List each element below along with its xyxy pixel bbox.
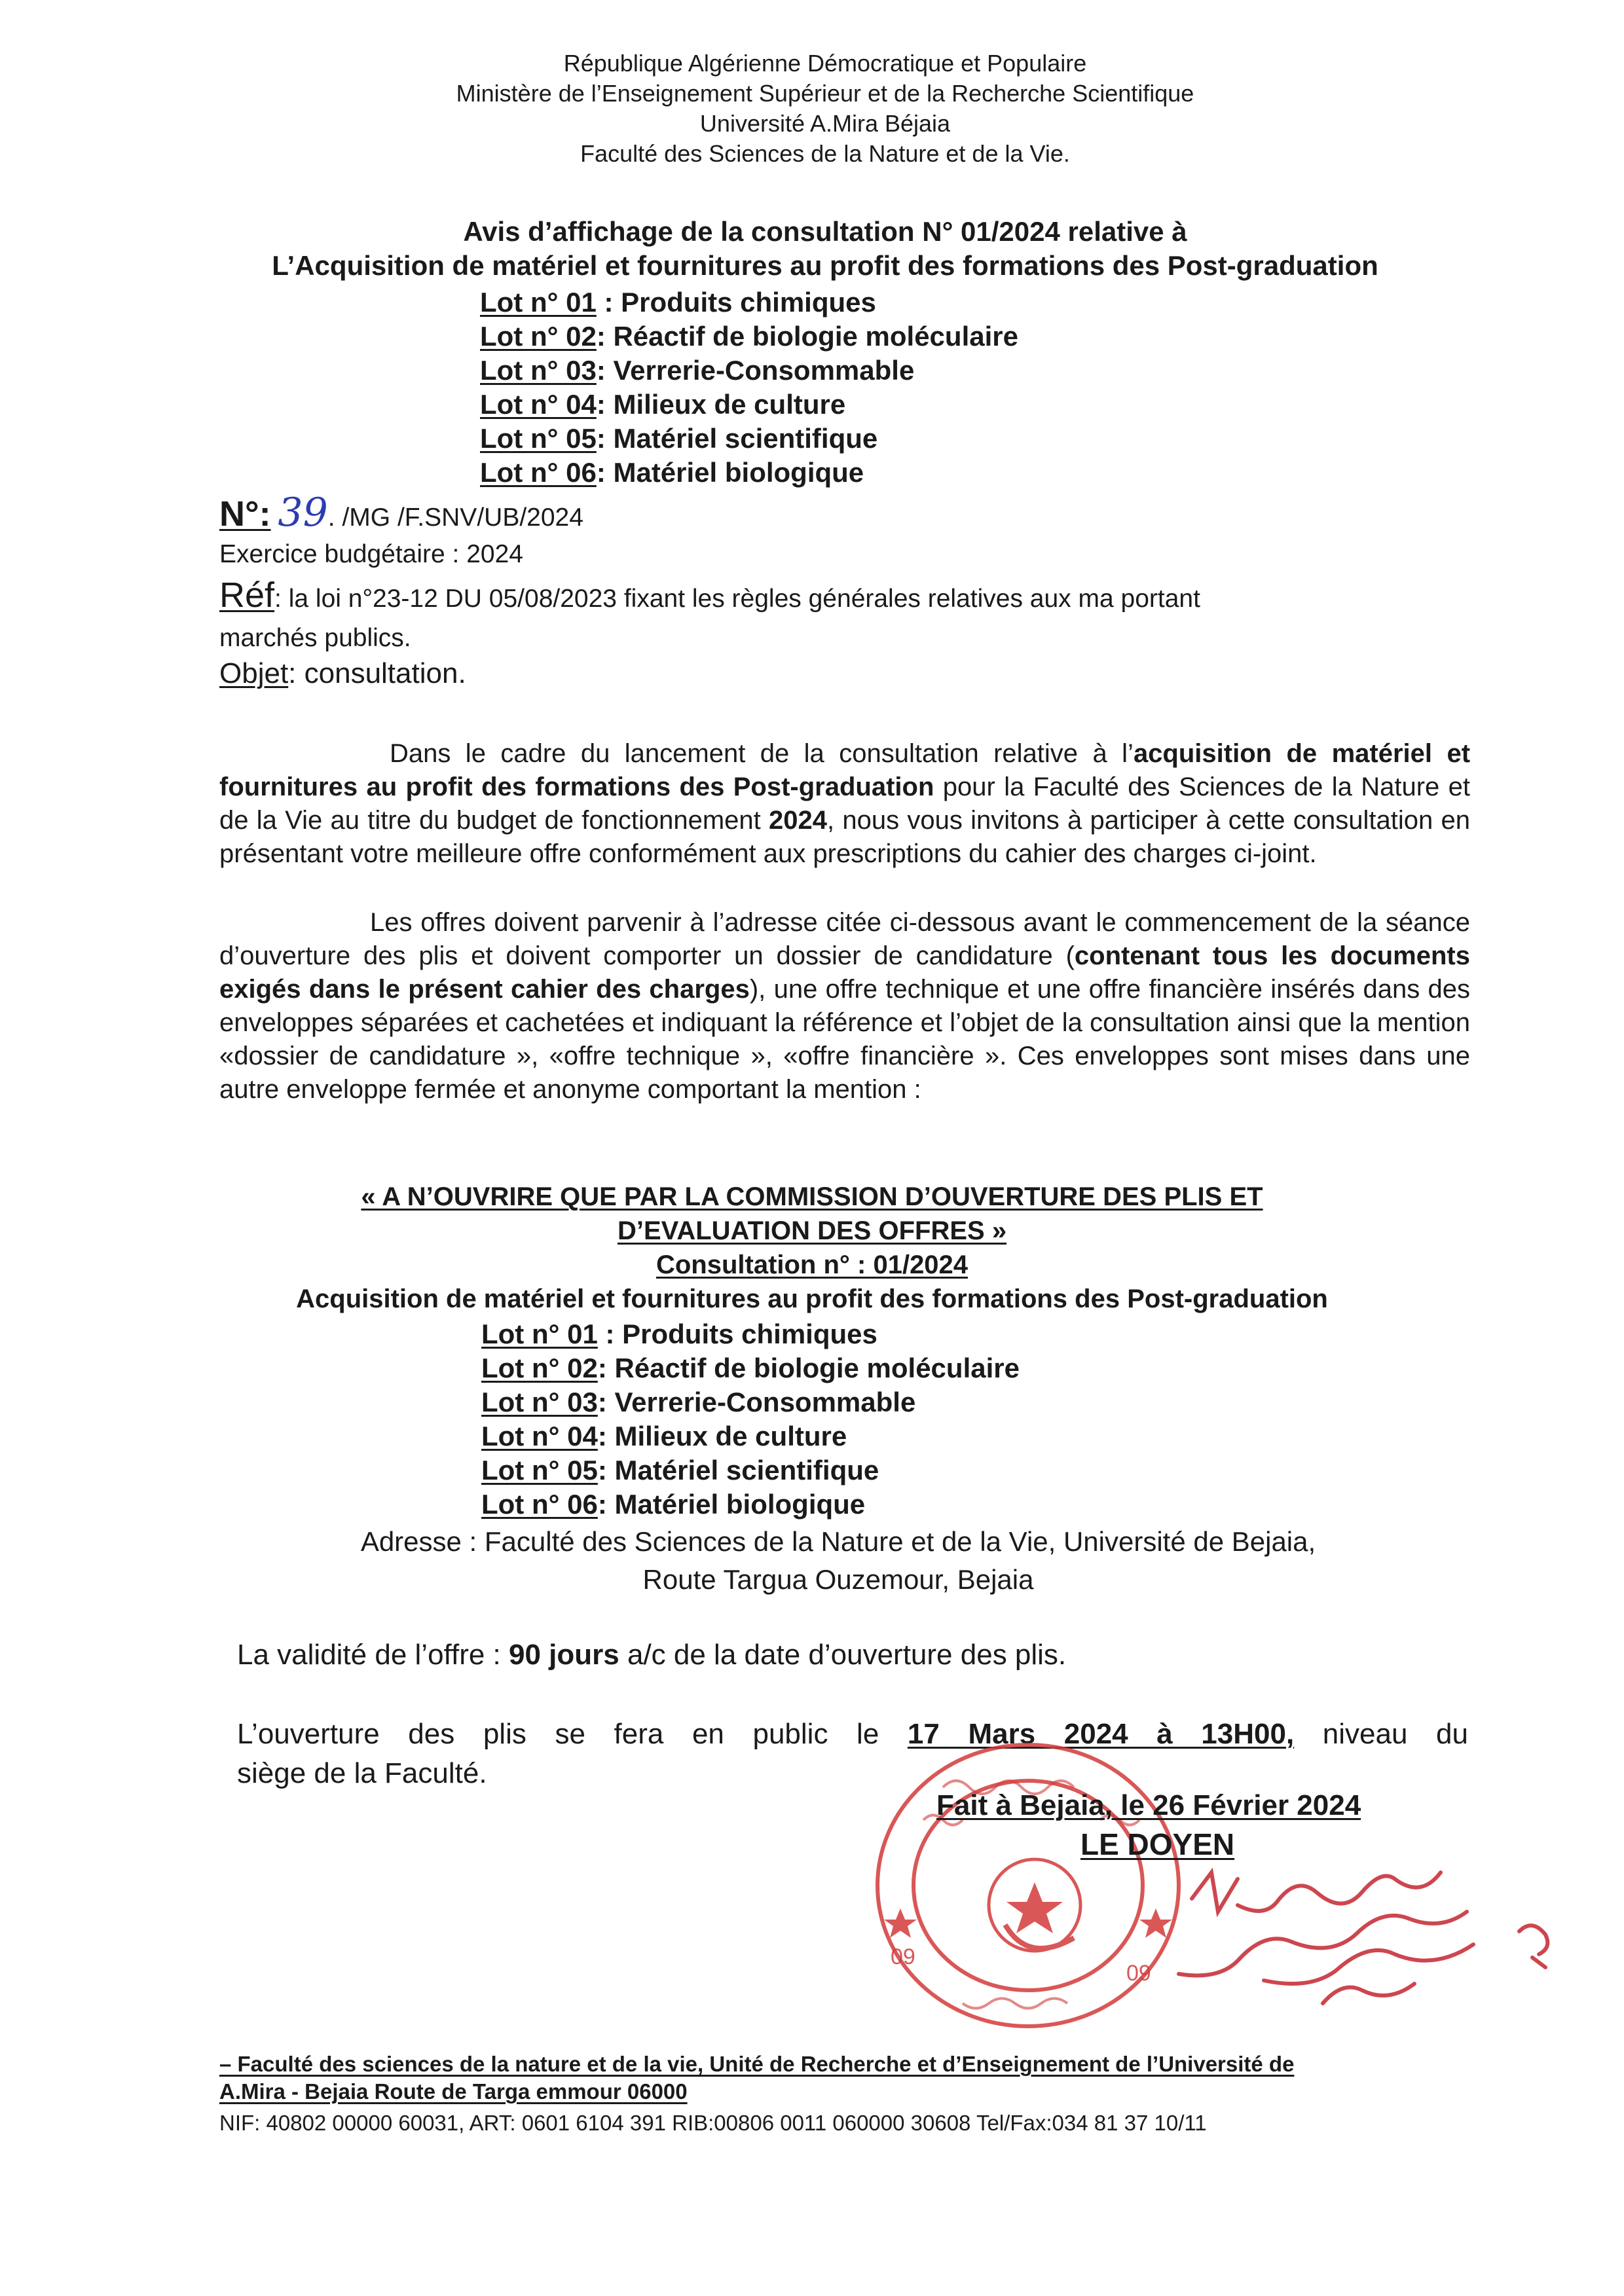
number-label: N°:	[219, 494, 271, 534]
lot-number: Lot n° 03	[481, 1387, 598, 1417]
header-faculty: Faculté des Sciences de la Nature et de la Vie.	[580, 140, 1070, 167]
lot-number: Lot n° 02	[481, 1353, 598, 1383]
title-line-2: L’Acquisition de matériel et fournitures au profit des formations des Post-graduation	[272, 250, 1378, 281]
lot-number: Lot n° 01	[480, 287, 597, 318]
lot-label: : Milieux de culture	[596, 389, 846, 420]
footer-identifiers: NIF: 40802 00000 60031, ART: 0601 6104 391 RIB:00806 0011 060000 30608 Tel/Fax:034 81 37 10/11	[219, 2111, 1207, 2135]
paragraph-intro	[219, 737, 1470, 871]
dean-signature	[1074, 1859, 1572, 2056]
opening-date	[237, 1715, 1468, 1753]
envelope-subject: Acquisition de matériel et fournitures au profit des formations des Post-graduation	[296, 1285, 1328, 1313]
lot-number: Lot n° 04	[480, 389, 597, 420]
lot-label: : Matériel scientifique	[597, 1455, 879, 1485]
lot-item	[480, 422, 1018, 456]
submission-address	[0, 1523, 1624, 1599]
address-line-2: Route Targua Ouzemour, Bejaia	[642, 1564, 1034, 1595]
text-bold: acquisition de matériel et fournitures au profit des formations des Post-graduation	[219, 739, 1471, 801]
envelope-line-2: D’EVALUATION DES OFFRES »	[617, 1216, 1007, 1245]
text-bold: 2024	[769, 806, 828, 835]
envelope-line-1: « A N’OUVRIRE QUE PAR LA COMMISSION D’OUVERTURE DES PLIS ET	[361, 1182, 1263, 1211]
lot-number: Lot n° 06	[480, 457, 597, 488]
document-title	[0, 215, 1624, 283]
header-ministry: Ministère de l’Enseignement Supérieur et de la Recherche Scientifique	[456, 80, 1194, 107]
lot-item	[480, 388, 1018, 422]
lot-item	[481, 1419, 1020, 1453]
object-line	[219, 657, 466, 690]
envelope-consultation: Consultation n° : 01/2024	[655, 1250, 969, 1279]
text: L’ouverture des plis se fera en public le	[237, 1718, 908, 1750]
signature-role-text: LE DOYEN	[1080, 1827, 1235, 1861]
lot-number: Lot n° 04	[481, 1421, 598, 1451]
lot-label: : Verrerie-Consommable	[596, 355, 915, 386]
stamp-number: 09	[1126, 1961, 1151, 1986]
opening-place: siège de la Faculté.	[237, 1757, 487, 1789]
legal-reference	[219, 575, 1200, 615]
object-text: : consultation.	[288, 657, 466, 689]
lot-item	[480, 456, 1018, 490]
lot-number: Lot n° 03	[480, 355, 597, 386]
reference-number	[219, 490, 583, 536]
lot-item	[480, 319, 1018, 354]
text-bold: 90 jours	[509, 1639, 619, 1671]
lot-label: : Matériel biologique	[597, 1489, 866, 1520]
lot-item	[480, 354, 1018, 388]
footer-institution	[219, 2050, 1294, 2105]
offer-validity	[237, 1637, 1066, 1673]
lot-label: : Réactif de biologie moléculaire	[597, 1353, 1020, 1383]
lot-number: Lot n° 02	[480, 321, 597, 352]
lot-item	[481, 1351, 1020, 1385]
signature-role	[1080, 1825, 1234, 1863]
paragraph-offers	[219, 906, 1470, 1106]
number-dots: .	[327, 503, 335, 532]
title-line-1: Avis d’affichage de la consultation N° 01/2024 relative à	[463, 216, 1187, 247]
handwritten-number: 39	[278, 490, 328, 536]
text: ), une offre technique et une offre financière insérés dans des enveloppes séparées et cachetées et indiquant la référence et l’objet de la consultation ainsi que la mention «dossier de candidature », «offre technique », «offre financière ». Ces enveloppes sont mises dans une autre enveloppe fermée et anonyme comportant la mention :	[219, 975, 1470, 1104]
lot-label: : Produits chimiques	[597, 1319, 877, 1349]
lot-number: Lot n° 05	[480, 423, 597, 454]
text-bold: contenant tous les documents exigés dans le présent cahier des charges	[219, 941, 1470, 1004]
header-republic: République Algérienne Démocratique et Populaire	[563, 50, 1087, 77]
lot-number: Lot n° 01	[481, 1319, 598, 1349]
institution-header	[0, 48, 1624, 169]
opening-datetime: 17 Mars 2024 à 13H00,	[907, 1718, 1295, 1750]
lot-item	[481, 1453, 1020, 1487]
lot-item	[481, 1385, 1020, 1419]
lot-item	[481, 1317, 1020, 1351]
text: pour la Faculté des Sciences de la Nature et de la Vie au titre du budget de fonctionnement	[219, 773, 1470, 835]
number-suffix: /MG /F.SNV/UB/2024	[335, 503, 583, 532]
header-university: Université A.Mira Béjaia	[699, 110, 951, 137]
footer-line-1: – Faculté des sciences de la nature et de la vie, Unité de Recherche et d’Enseignement de l’Université de	[219, 2052, 1295, 2076]
signature-date-text: Fait à Bejaia, le 26 Février 2024	[936, 1789, 1361, 1821]
lot-label: : Matériel scientifique	[596, 423, 878, 454]
lot-label: : Matériel biologique	[596, 457, 864, 488]
text: La validité de l’offre :	[237, 1639, 509, 1671]
lot-number: Lot n° 05	[481, 1455, 598, 1485]
footer-line-2: A.Mira - Bejaia Route de Targa emmour 06000	[219, 2079, 688, 2104]
lot-item	[480, 285, 1018, 319]
lot-label: : Produits chimiques	[596, 287, 876, 318]
legal-reference-cont: marchés publics.	[219, 624, 411, 652]
lot-number: Lot n° 06	[481, 1489, 598, 1520]
stamp-number: 09	[891, 1944, 915, 1969]
lots-list-bottom	[481, 1317, 1020, 1522]
lot-label: : Verrerie-Consommable	[597, 1387, 916, 1417]
budget-year: Exercice budgétaire : 2024	[219, 540, 523, 568]
lot-item	[481, 1487, 1020, 1522]
text: niveau du	[1294, 1718, 1468, 1750]
lot-label: : Réactif de biologie moléculaire	[596, 321, 1018, 352]
signature-date	[936, 1787, 1361, 1824]
text: Dans le cadre du lancement de la consultation relative à l’	[390, 739, 1134, 768]
text: Les offres doivent parvenir à l’adresse citée ci-dessous avant le commencement de la séance d’ouverture des plis et doivent comporter un dossier de candidature (	[219, 908, 1470, 970]
lots-list-top	[480, 285, 1018, 490]
text: a/c de la date d’ouverture des plis.	[619, 1639, 1067, 1671]
ref-text: : la loi n°23-12 DU 05/08/2023 fixant les règles générales relatives aux ma portant	[274, 585, 1200, 613]
ref-label: Réf	[219, 575, 275, 615]
envelope-mention	[0, 1180, 1624, 1316]
text: , nous vous invitons à participer à cette consultation en présentant votre meilleure offre conformément aux prescriptions du cahier des charges ci-joint.	[219, 806, 1471, 868]
address-line-1: Adresse : Faculté des Sciences de la Nature et de la Vie, Université de Bejaia,	[360, 1526, 1316, 1557]
lot-label: : Milieux de culture	[597, 1421, 847, 1451]
object-label: Objet	[219, 657, 289, 689]
